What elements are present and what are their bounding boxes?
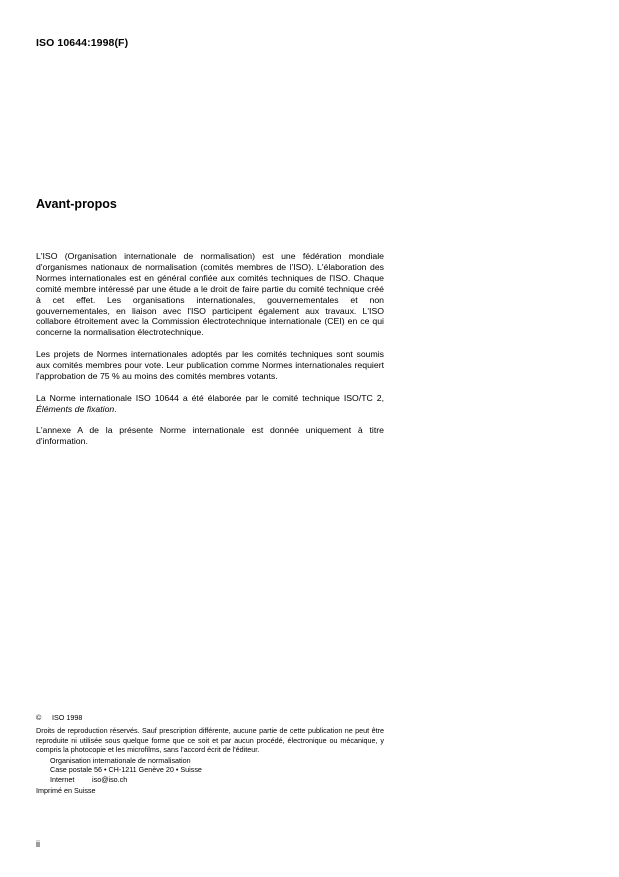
copyright-block [36, 713, 384, 795]
paragraph-2: Les projets de Normes internationales adoptés par les comités techniques sont soumis aux comités membres pour vote. Leur publication comme Normes internationales requiert l'approbation de 75 % au moins des comités membres votants. [36, 349, 384, 381]
committee-name: Éléments de fixation [36, 403, 115, 414]
internet-label: Internet [50, 774, 75, 784]
paragraph-3-end: . [114, 403, 117, 414]
organisation-name: Organisation internationale de normalisation [50, 756, 191, 766]
document-header: ISO 10644:1998(F) [36, 37, 129, 49]
page-number: ii [36, 839, 40, 849]
copyright-line [36, 713, 384, 722]
paragraph-3 [36, 393, 384, 415]
rights-notice: Droits de reproduction réservés. Sauf prescription différente, aucune partie de cette publication ne peut être reproduite ni utilisée sous quelque forme que ce soit et par aucun procédé, électronique ou mécanique, y compris la photocopie et les microfilms, sans l'accord écrit de l'éditeur. [36, 726, 384, 754]
copyright-year: ISO 1998 [52, 713, 83, 722]
body-text [36, 251, 384, 447]
publisher-address [36, 756, 384, 784]
printed-in: Imprimé en Suisse [36, 786, 96, 796]
copyright-symbol: © [36, 713, 42, 722]
internet-line [50, 775, 384, 784]
section-title: Avant-propos [36, 197, 117, 211]
paragraph-1: L'ISO (Organisation internationale de normalisation) est une fédération mondiale d'organismes nationaux de normalisation (comités membres de l'ISO). L'élaboration des Normes internationales est en général confiée aux comités techniques de l'ISO. Chaque comité membre intéressé par une étude a le droit de faire partie du comité technique créé à cet effet. Les organisations internationales, gouvernementales et non gouvernementales, en liaison avec l'ISO participent également aux travaux. L'ISO collabore étroitement avec la Commission électrotechnique internationale (CEI) en ce qui concerne la normalisation électrotechnique. [36, 251, 384, 338]
postal-address: Case postale 56 • CH-1211 Genève 20 • Suisse [50, 765, 202, 775]
email-link[interactable]: iso@iso.ch [92, 774, 128, 784]
paragraph-4: L'annexe A de la présente Norme internationale est donnée uniquement à titre d'information. [36, 425, 384, 447]
paragraph-3-text: La Norme internationale ISO 10644 a été élaborée par le comité technique ISO/TC 2, [36, 392, 384, 403]
